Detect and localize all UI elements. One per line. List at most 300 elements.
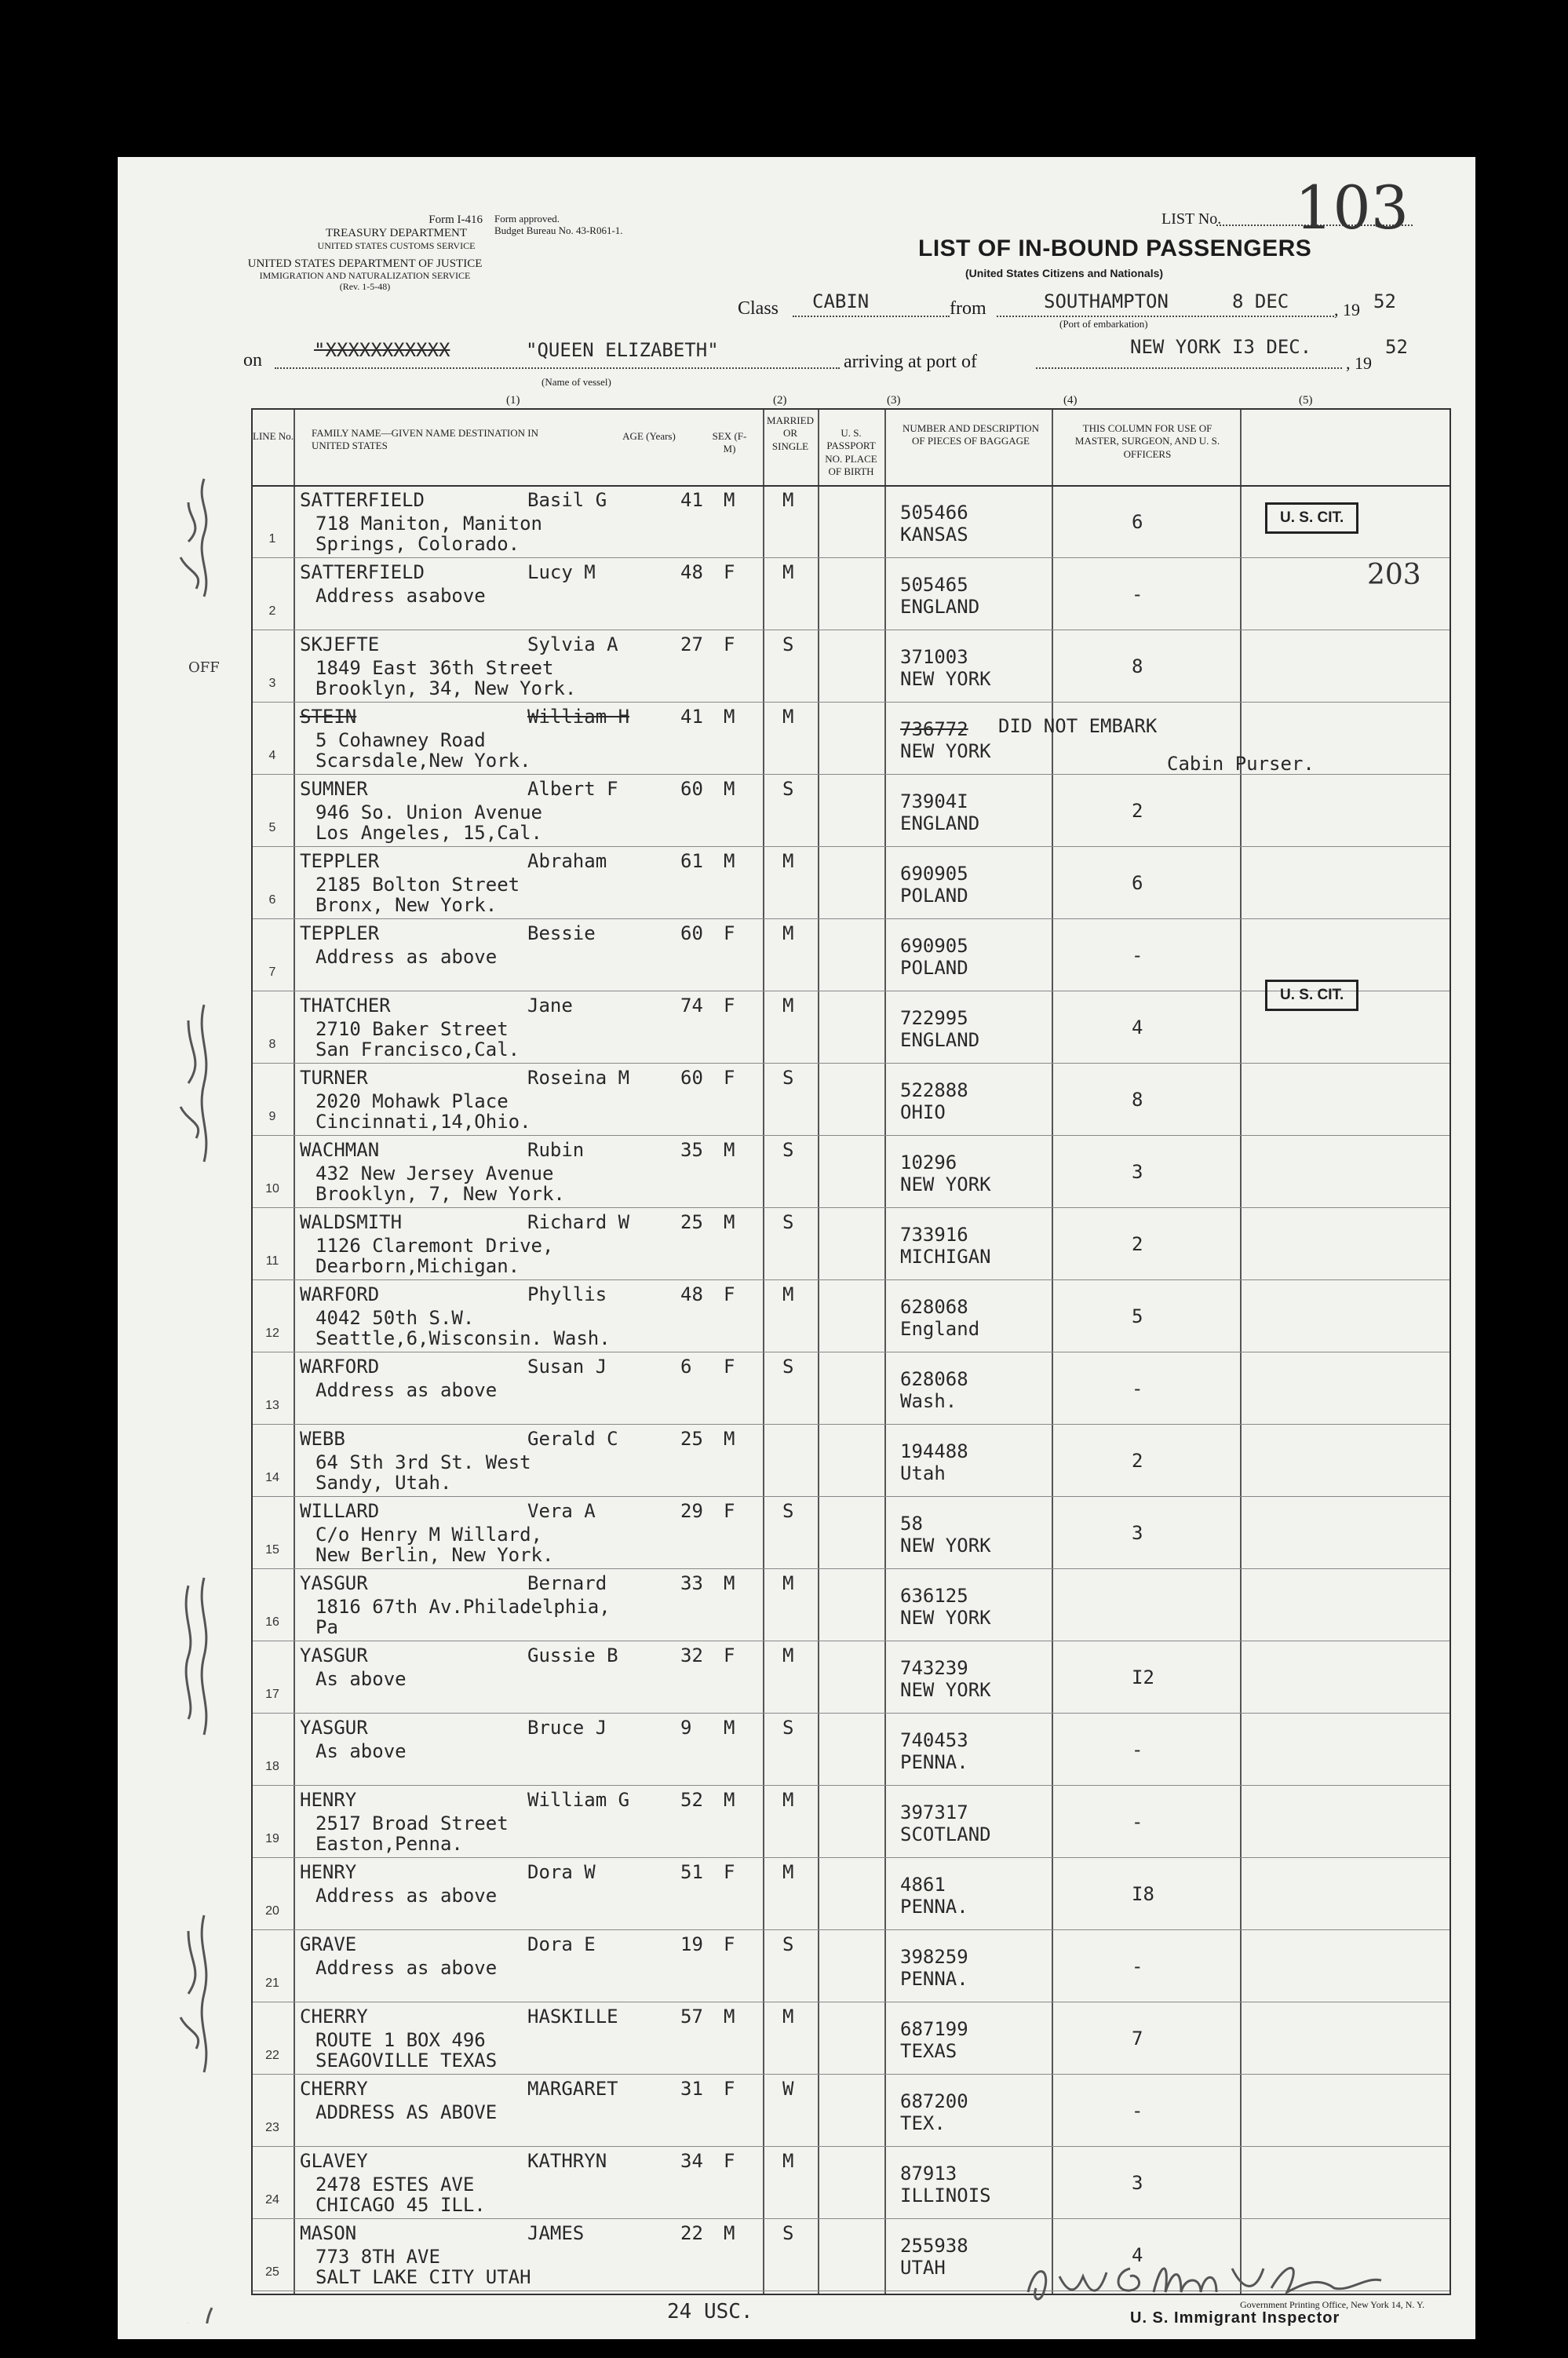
- passenger-address-line1: 1849 East 36th Street: [315, 657, 554, 679]
- passport-number: 743239: [900, 1657, 968, 1679]
- passenger-sex: M: [724, 778, 735, 800]
- row-line-number: 17: [265, 1688, 279, 1701]
- col-num-5: (5): [1299, 394, 1313, 407]
- row-line-number: 15: [265, 1543, 279, 1557]
- passenger-table: [251, 408, 1451, 2295]
- table-row: [253, 630, 1449, 703]
- baggage-count: 7: [1132, 2028, 1143, 2050]
- passenger-age: 29: [680, 1500, 703, 1522]
- passenger-given-name: Abraham: [527, 850, 607, 872]
- passenger-marital-status: S: [782, 1717, 794, 1739]
- passenger-marital-status: M: [782, 2006, 794, 2028]
- passenger-age: 41: [680, 489, 703, 511]
- row-line-number: 3: [268, 677, 276, 690]
- customs-label: UNITED STATES CUSTOMS SERVICE: [317, 239, 476, 251]
- form-approved: Form approved.: [494, 213, 560, 224]
- place-of-birth: Utah: [900, 1462, 946, 1484]
- passport-number: 628068: [900, 1368, 968, 1390]
- passenger-sex: M: [724, 1572, 735, 1594]
- passenger-address-line1: Address as above: [315, 1885, 498, 1907]
- passenger-family-name: SATTERFIELD: [300, 561, 425, 583]
- depart-date: 8 DEC: [1232, 290, 1289, 312]
- did-not-embark-note: DID NOT EMBARK: [998, 715, 1158, 737]
- passenger-family-name: SATTERFIELD: [300, 489, 425, 511]
- passport-number: 636125: [900, 1585, 968, 1607]
- col-header-line: LINE No.: [253, 430, 294, 442]
- passenger-marital-status: S: [782, 1067, 794, 1089]
- passenger-age: 41: [680, 706, 703, 728]
- passenger-age: 35: [680, 1139, 703, 1161]
- baggage-count: -: [1132, 2100, 1143, 2122]
- passenger-family-name: HENRY: [300, 1789, 357, 1811]
- passenger-marital-status: M: [782, 850, 794, 872]
- col-num-4: (4): [1063, 394, 1078, 407]
- passenger-address-line1: 773 8TH AVE: [315, 2246, 440, 2268]
- table-row: [253, 2146, 1449, 2219]
- passenger-address-line2: Dearborn,Michigan.: [315, 1255, 520, 1277]
- treasury-label: TREASURY DEPARTMENT: [325, 227, 468, 240]
- passenger-address-line1: ROUTE 1 BOX 496: [315, 2029, 486, 2051]
- passenger-address-line1: C/o Henry M Willard,: [315, 1524, 542, 1546]
- passenger-age: 57: [680, 2006, 703, 2028]
- passenger-sex: F: [724, 633, 735, 655]
- passenger-address-line1: Address as above: [315, 1379, 498, 1401]
- col-num-2: (2): [773, 394, 787, 407]
- row-line-number: 25: [265, 2265, 279, 2279]
- passport-number: 733916: [900, 1224, 968, 1246]
- arrival-port-date: NEW YORK I3 DEC.: [1130, 336, 1312, 358]
- passenger-sex: F: [724, 2150, 735, 2172]
- cabin-purser-note: Cabin Purser.: [1167, 753, 1315, 775]
- passenger-family-name: YASGUR: [300, 1717, 368, 1739]
- passenger-family-name: MASON: [300, 2222, 357, 2244]
- passenger-given-name: KATHRYN: [527, 2150, 607, 2172]
- baggage-count: I8: [1132, 1883, 1154, 1905]
- passenger-given-name: Basil G: [527, 489, 607, 511]
- baggage-count: 5: [1132, 1305, 1143, 1327]
- passenger-age: 48: [680, 1283, 703, 1305]
- manifest-page: [118, 157, 1475, 2339]
- passenger-address-line1: As above: [315, 1668, 407, 1690]
- table-row: [253, 1279, 1449, 1352]
- passenger-sex: M: [724, 1717, 735, 1739]
- place-of-birth: NEW YORK: [900, 1174, 991, 1195]
- passenger-age: 60: [680, 778, 703, 800]
- passenger-sex: M: [724, 850, 735, 872]
- passenger-family-name: WILLARD: [300, 1500, 380, 1522]
- passenger-address-line2: Springs, Colorado.: [315, 533, 520, 555]
- justice-label: UNITED STATES DEPARTMENT OF JUSTICE: [247, 257, 483, 270]
- passenger-marital-status: W: [782, 2078, 794, 2100]
- row-line-number: 5: [268, 821, 276, 834]
- form-number: Form I-416: [428, 214, 483, 226]
- passenger-age: 34: [680, 2150, 703, 2172]
- embark-port: SOUTHAMPTON: [1044, 290, 1169, 312]
- table-row: [253, 774, 1449, 847]
- passenger-marital-status: S: [782, 1933, 794, 1955]
- place-of-birth: TEX.: [900, 2112, 946, 2134]
- passenger-age: 6: [680, 1356, 692, 1378]
- passenger-address-line1: 2020 Mohawk Place: [315, 1090, 509, 1112]
- place-of-birth: PENNA.: [900, 1896, 968, 1918]
- baggage-count: 4: [1132, 2244, 1143, 2266]
- passenger-given-name: Richard W: [527, 1211, 630, 1233]
- passenger-sex: M: [724, 1789, 735, 1811]
- passenger-given-name: Vera A: [527, 1500, 596, 1522]
- table-row: [253, 1135, 1449, 1208]
- table-row: [253, 1207, 1449, 1280]
- passenger-address-line1: As above: [315, 1740, 407, 1762]
- passenger-address-line2: San Francisco,Cal.: [315, 1038, 520, 1060]
- col-header-baggage: NUMBER AND DESCRIPTION OF PIECES OF BAGGAGE: [902, 422, 1040, 447]
- passenger-sex: F: [724, 561, 735, 583]
- form-approved-block: [494, 214, 623, 237]
- place-of-birth: NEW YORK: [900, 1679, 991, 1701]
- passenger-marital-status: S: [782, 633, 794, 655]
- passenger-marital-status: S: [782, 1139, 794, 1161]
- passenger-age: 22: [680, 2222, 703, 2244]
- row-line-number: 13: [265, 1399, 279, 1412]
- passenger-address-line1: 5 Cohawney Road: [315, 729, 486, 751]
- passenger-age: 52: [680, 1789, 703, 1811]
- table-row: [253, 1352, 1449, 1425]
- passenger-sex: M: [724, 2222, 735, 2244]
- passenger-sex: M: [724, 1428, 735, 1450]
- passenger-family-name: WARFORD: [300, 1283, 380, 1305]
- baggage-count: -: [1132, 1811, 1143, 1833]
- baggage-count: -: [1132, 1955, 1143, 1977]
- passenger-address-line1: ADDRESS AS ABOVE: [315, 2101, 498, 2123]
- table-row: [253, 846, 1449, 919]
- vessel-name-struck: "XXXXXXXXXXX: [314, 339, 450, 361]
- arriving-label: arriving at port of: [844, 352, 977, 372]
- passport-number: 522888: [900, 1079, 968, 1101]
- passenger-address-line1: Address as above: [315, 946, 498, 968]
- passenger-marital-status: M: [782, 922, 794, 944]
- table-row: [253, 1713, 1449, 1786]
- passenger-marital-status: M: [782, 561, 794, 583]
- baggage-count: I2: [1132, 1666, 1154, 1688]
- passenger-address-line1: 2517 Broad Street: [315, 1812, 509, 1834]
- place-of-birth: POLAND: [900, 885, 968, 907]
- passport-number: 10296: [900, 1152, 957, 1174]
- passenger-given-name: William G: [527, 1789, 630, 1811]
- passenger-sex: F: [724, 2078, 735, 2100]
- passenger-address-line2: Bronx, New York.: [315, 894, 498, 916]
- baggage-count: 6: [1132, 511, 1143, 533]
- passenger-age: 19: [680, 1933, 703, 1955]
- passport-number: 371003: [900, 646, 968, 668]
- ins-label: IMMIGRATION AND NATURALIZATION SERVICE: [259, 270, 471, 282]
- table-row: [253, 1568, 1449, 1641]
- passenger-family-name: TEPPLER: [300, 922, 380, 944]
- place-of-birth: MICHIGAN: [900, 1246, 991, 1268]
- passport-number: 398259: [900, 1946, 968, 1968]
- footer-inspector-label: U. S. Immigrant Inspector: [1130, 2309, 1340, 2327]
- vessel-name: "QUEEN ELIZABETH": [526, 339, 719, 361]
- row-line-number: 8: [268, 1038, 276, 1051]
- place-of-birth: TEXAS: [900, 2040, 957, 2062]
- passenger-sex: M: [724, 489, 735, 511]
- row-line-number: 11: [265, 1254, 279, 1268]
- passenger-sex: F: [724, 1283, 735, 1305]
- passenger-family-name: GRAVE: [300, 1933, 357, 1955]
- col-num-3: (3): [887, 394, 901, 407]
- passenger-given-name: Sylvia A: [527, 633, 618, 655]
- passenger-address-line1: 2710 Baker Street: [315, 1018, 509, 1040]
- passenger-family-name: GLAVEY: [300, 2150, 368, 2172]
- passenger-address-line1: 1816 67th Av.Philadelphia,: [315, 1596, 611, 1618]
- place-of-birth: NEW YORK: [900, 740, 991, 762]
- budget-bureau: Budget Bureau No. 43-R061-1.: [494, 224, 623, 236]
- passenger-given-name: Jane: [527, 995, 573, 1017]
- passenger-sex: M: [724, 706, 735, 728]
- passenger-age: 33: [680, 1572, 703, 1594]
- passenger-given-name: JAMES: [527, 2222, 585, 2244]
- passport-number: 722995: [900, 1007, 968, 1029]
- passenger-address-line2: Sandy, Utah.: [315, 1472, 452, 1494]
- passenger-sex: M: [724, 1211, 735, 1233]
- passenger-address-line2: SALT LAKE CITY UTAH: [315, 2266, 531, 2288]
- list-no-value: 103: [1295, 173, 1409, 243]
- us-citizen-stamp-2: U. S. CIT.: [1265, 980, 1358, 1011]
- passenger-age: 61: [680, 850, 703, 872]
- passenger-age: 51: [680, 1861, 703, 1883]
- passenger-family-name: YASGUR: [300, 1572, 368, 1594]
- class-value: CABIN: [812, 290, 870, 312]
- baggage-count: -: [1132, 1739, 1143, 1761]
- passenger-family-name: WACHMAN: [300, 1139, 380, 1161]
- us-citizen-stamp: U. S. CIT.: [1265, 502, 1358, 534]
- passenger-family-name: TURNER: [300, 1067, 368, 1089]
- row-line-number: 1: [268, 532, 276, 546]
- passenger-family-name: WARFORD: [300, 1356, 380, 1378]
- row-line-number: 14: [265, 1471, 279, 1484]
- embark-note: (Port of embarkation): [1059, 318, 1148, 330]
- row-line-number: 2: [268, 604, 276, 618]
- inspector-signature: [1020, 2245, 1389, 2316]
- baggage-count: -: [1132, 1378, 1143, 1400]
- passenger-address-line2: Brooklyn, 34, New York.: [315, 677, 577, 699]
- table-row: [253, 1496, 1449, 1569]
- passenger-family-name: SUMNER: [300, 778, 368, 800]
- passenger-address-line2: Brooklyn, 7, New York.: [315, 1183, 565, 1205]
- passport-number: 690905: [900, 935, 968, 957]
- passenger-given-name: Rubin: [527, 1139, 585, 1161]
- list-no-label: LIST No.: [1161, 210, 1222, 228]
- passenger-sex: F: [724, 995, 735, 1017]
- col-header-married: MARRIED OR SINGLE: [767, 414, 814, 452]
- baggage-count: 2: [1132, 1233, 1143, 1255]
- passenger-address-line1: 718 Maniton, Maniton: [315, 513, 542, 535]
- passenger-given-name: Gerald C: [527, 1428, 618, 1450]
- class-label: Class: [738, 298, 779, 319]
- row-line-number: 20: [265, 1904, 279, 1918]
- passenger-given-name: William H: [527, 706, 630, 728]
- passenger-sex: F: [724, 1861, 735, 1883]
- passenger-age: 25: [680, 1428, 703, 1450]
- passenger-sex: F: [724, 1356, 735, 1378]
- margin-tally-marks: [157, 455, 283, 2323]
- baggage-count: 4: [1132, 1017, 1143, 1038]
- col-header-passport: U. S. PASSPORT NO. PLACE OF BIRTH: [825, 427, 877, 477]
- vessel-note: (Name of vessel): [542, 376, 611, 388]
- place-of-birth: ENGLAND: [900, 1029, 980, 1051]
- passenger-sex: M: [724, 2006, 735, 2028]
- passenger-marital-status: S: [782, 1356, 794, 1378]
- passenger-marital-status: M: [782, 489, 794, 511]
- passport-number: 505465: [900, 574, 968, 596]
- table-row: [253, 1641, 1449, 1714]
- passport-number: 687199: [900, 2018, 968, 2040]
- table-row: [253, 2002, 1449, 2075]
- rev-label: (Rev. 1-5-48): [339, 281, 391, 293]
- place-of-birth: Wash.: [900, 1390, 957, 1412]
- passenger-marital-status: M: [782, 1283, 794, 1305]
- passenger-family-name: WALDSMITH: [300, 1211, 403, 1233]
- passenger-age: 9: [680, 1717, 692, 1739]
- col-num-1: (1): [506, 394, 520, 407]
- passenger-address-line1: 2185 Bolton Street: [315, 874, 520, 896]
- passenger-given-name: Lucy M: [527, 561, 596, 583]
- passenger-sex: F: [724, 1067, 735, 1089]
- passport-number: 736772: [900, 718, 968, 740]
- passenger-family-name: CHERRY: [300, 2006, 368, 2028]
- place-of-birth: NEW YORK: [900, 668, 991, 690]
- baggage-count: 3: [1132, 2172, 1143, 2194]
- place-of-birth: NEW YORK: [900, 1535, 991, 1557]
- passport-number: 87913: [900, 2163, 957, 2185]
- place-of-birth: SCOTLAND: [900, 1823, 991, 1845]
- place-of-birth: ENGLAND: [900, 596, 980, 618]
- depart-year: 52: [1373, 290, 1396, 312]
- row-line-number: 9: [268, 1110, 276, 1123]
- on-label: on: [243, 350, 262, 370]
- passenger-given-name: Bernard: [527, 1572, 607, 1594]
- passenger-sex: M: [724, 1139, 735, 1161]
- col-header-name: FAMILY NAME—GIVEN NAME DESTINATION IN UNITED STATES: [312, 427, 539, 452]
- passenger-age: 25: [680, 1211, 703, 1233]
- off-note: OFF: [188, 659, 220, 676]
- table-row: [253, 1424, 1449, 1497]
- passport-number: 505466: [900, 502, 968, 524]
- place-of-birth: PENNA.: [900, 1968, 968, 1990]
- baggage-count: -: [1132, 583, 1143, 605]
- passenger-address-line1: Address asabove: [315, 585, 486, 607]
- table-row: [253, 2074, 1449, 2147]
- baggage-count: 8: [1132, 655, 1143, 677]
- passenger-family-name: CHERRY: [300, 2078, 368, 2100]
- passport-number: 690905: [900, 863, 968, 885]
- passenger-age: 27: [680, 633, 703, 655]
- row-line-number: 7: [268, 965, 276, 979]
- passenger-family-name: SKJEFTE: [300, 633, 380, 655]
- passenger-family-name: THATCHER: [300, 995, 391, 1017]
- row-line-number: 22: [265, 2049, 279, 2062]
- passenger-sex: F: [724, 1933, 735, 1955]
- passenger-marital-status: S: [782, 778, 794, 800]
- baggage-count: 2: [1132, 800, 1143, 822]
- passenger-address-line2: SEAGOVILLE TEXAS: [315, 2050, 498, 2071]
- passenger-given-name: HASKILLE: [527, 2006, 618, 2028]
- passenger-address-line2: Cincinnati,14,Ohio.: [315, 1111, 531, 1133]
- passenger-family-name: HENRY: [300, 1861, 357, 1883]
- row-line-number: 24: [265, 2193, 279, 2207]
- baggage-count: 6: [1132, 872, 1143, 894]
- passenger-family-name: STEIN: [300, 706, 357, 728]
- place-of-birth: England: [900, 1318, 980, 1340]
- row-line-number: 21: [265, 1977, 279, 1990]
- passenger-marital-status: M: [782, 706, 794, 728]
- passenger-age: 60: [680, 1067, 703, 1089]
- passenger-age: 48: [680, 561, 703, 583]
- passenger-address-line2: Scarsdale,New York.: [315, 750, 531, 772]
- baggage-count: 3: [1132, 1161, 1143, 1183]
- col-header-age: AGE (Years): [622, 430, 676, 442]
- passenger-address-line2: Seattle,6,Wisconsin. Wash.: [315, 1327, 611, 1349]
- table-row: [253, 1857, 1449, 1930]
- passenger-sex: F: [724, 1500, 735, 1522]
- page-subtitle: (United States Citizens and Nationals): [965, 267, 1164, 279]
- row-line-number: 6: [268, 893, 276, 907]
- passenger-age: 31: [680, 2078, 703, 2100]
- passenger-given-name: Roseina M: [527, 1067, 630, 1089]
- place-of-birth: KANSAS: [900, 524, 968, 546]
- footer-printer: Government Printing Office, New York 14, N. Y.: [1240, 2299, 1425, 2310]
- table-row: [253, 1929, 1449, 2002]
- baggage-count: 3: [1132, 1522, 1143, 1544]
- passenger-sex: F: [724, 922, 735, 944]
- passenger-marital-status: M: [782, 1789, 794, 1811]
- row-line-number: 19: [265, 1832, 279, 1845]
- passenger-given-name: Gussie B: [527, 1644, 618, 1666]
- table-row: [253, 557, 1449, 630]
- place-of-birth: ILLINOIS: [900, 2185, 991, 2207]
- place-of-birth: OHIO: [900, 1101, 946, 1123]
- row-line-number: 10: [265, 1182, 279, 1195]
- passenger-address-line2: Easton,Penna.: [315, 1833, 463, 1855]
- passenger-given-name: Albert F: [527, 778, 618, 800]
- passenger-given-name: Bessie: [527, 922, 596, 944]
- passenger-family-name: YASGUR: [300, 1644, 368, 1666]
- passenger-address-line1: 432 New Jersey Avenue: [315, 1163, 554, 1184]
- place-of-birth: PENNA.: [900, 1751, 968, 1773]
- passenger-address-line1: 1126 Claremont Drive,: [315, 1235, 554, 1257]
- passport-number: 740453: [900, 1729, 968, 1751]
- place-of-birth: ENGLAND: [900, 812, 980, 834]
- passport-number: 628068: [900, 1296, 968, 1318]
- passenger-marital-status: M: [782, 1861, 794, 1883]
- baggage-count: 8: [1132, 1089, 1143, 1111]
- col-header-sex: SEX (F-M): [712, 430, 747, 455]
- row-line-number: 16: [265, 1615, 279, 1629]
- passenger-marital-status: S: [782, 1500, 794, 1522]
- year-prefix: , 19: [1334, 300, 1360, 319]
- passport-number: 73904I: [900, 790, 968, 812]
- passenger-age: 60: [680, 922, 703, 944]
- passenger-marital-status: M: [782, 2150, 794, 2172]
- place-of-birth: POLAND: [900, 957, 968, 979]
- passenger-address-line2: New Berlin, New York.: [315, 1544, 554, 1566]
- passenger-given-name: Dora W: [527, 1861, 596, 1883]
- passenger-marital-status: S: [782, 2222, 794, 2244]
- passenger-address-line2: Pa: [315, 1616, 338, 1638]
- passenger-given-name: Dora E: [527, 1933, 596, 1955]
- passenger-marital-status: M: [782, 1572, 794, 1594]
- place-of-birth: UTAH: [900, 2257, 946, 2279]
- row-line-number: 23: [265, 2121, 279, 2134]
- passenger-marital-status: M: [782, 1644, 794, 1666]
